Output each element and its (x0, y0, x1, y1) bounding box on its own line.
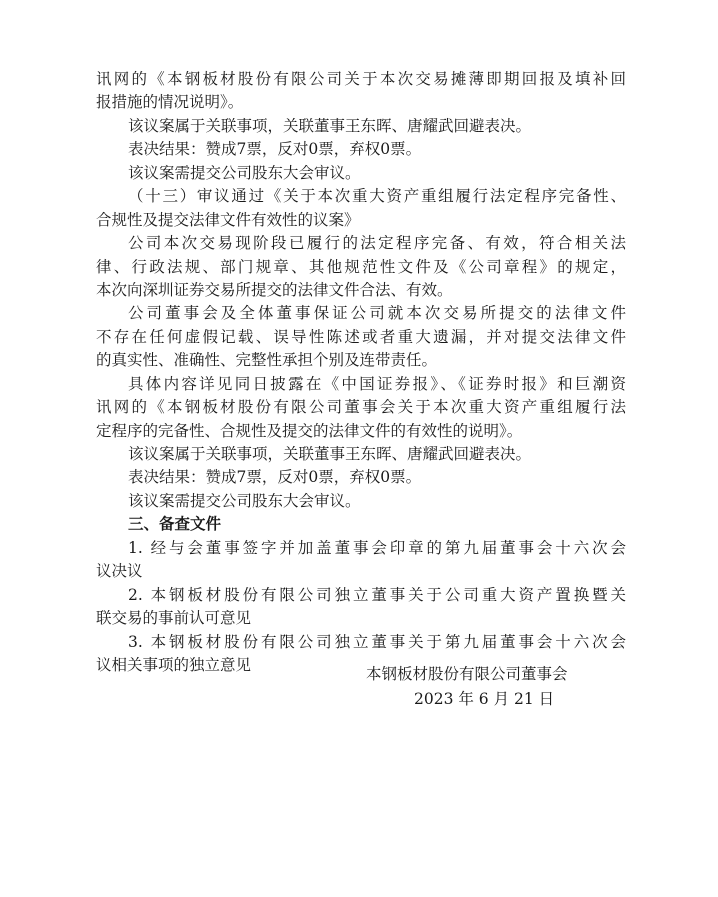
reference-item: 1. 经与会董事签字并加盖董事会印章的第九届董事会十六次会 (128, 538, 626, 557)
reference-item: 议相关事项的独立意见 (96, 655, 252, 674)
signature-organization: 本钢板材股份有限公司董事会 (366, 665, 568, 683)
text-line: 该议案属于关联事项，关联董事王东晖、唐耀武回避表决。 (128, 116, 532, 135)
text-line: 讯网的《本钢板材股份有限公司董事会关于本次重大资产重组履行法 (96, 398, 626, 417)
text-line: 公司本次交易现阶段已履行的法定程序完备、有效，符合相关法 (128, 234, 626, 253)
reference-item: 3. 本钢板材股份有限公司独立董事关于第九届董事会十六次会 (128, 632, 626, 651)
signature-date: 2023 年 6 月 21 日 (414, 690, 555, 708)
text-line: 公司董事会及全体董事保证公司就本次交易所提交的法律文件 (128, 304, 626, 323)
text-line: 该议案需提交公司股东大会审议。 (128, 491, 361, 510)
reference-item: 2. 本钢板材股份有限公司独立董事关于公司重大资产置换暨关 (128, 585, 626, 604)
text-line: 表决结果：赞成7票，反对0票，弃权0票。 (128, 468, 422, 487)
text-line: 报措施的情况说明》。 (96, 93, 244, 112)
text-line: 的真实性、准确性、完整性承担个别及连带责任。 (96, 351, 438, 370)
section-heading: 三、备查文件 (128, 515, 222, 534)
text-line: 定程序的完备性、合规性及提交的法律文件的有效性的说明》。 (96, 421, 523, 440)
text-line: 律、行政法规、部门规章、其他规范性文件及《公司章程》的规定， (96, 257, 626, 276)
reference-item: 议决议 (96, 562, 143, 581)
reference-item: 联交易的事前认可意见 (96, 609, 252, 628)
text-line: 该议案属于关联事项，关联董事王东晖、唐耀武回避表决。 (128, 445, 532, 463)
document-body (96, 68, 626, 677)
section-item-title: 合规性及提交法律文件有效性的议案》 (96, 210, 360, 229)
text-line: 具体内容详见同日披露在《中国证券报》、《证券时报》和巨潮资 (128, 374, 626, 393)
text-line: 本次向深圳证券交易所提交的法律文件合法、有效。 (96, 280, 453, 299)
text-line: 不存在任何虚假记载、误导性陈述或者重大遗漏，并对提交法律文件 (96, 327, 626, 346)
text-line: 该议案需提交公司股东大会审议。 (128, 163, 361, 182)
text-line: 表决结果：赞成7票，反对0票，弃权0票。 (128, 140, 422, 159)
text-line: 讯网的《本钢板材股份有限公司关于本次交易摊薄即期回报及填补回 (96, 70, 626, 88)
section-item-title: （十三）审议通过《关于本次重大资产重组履行法定程序完备性、 (128, 187, 626, 206)
